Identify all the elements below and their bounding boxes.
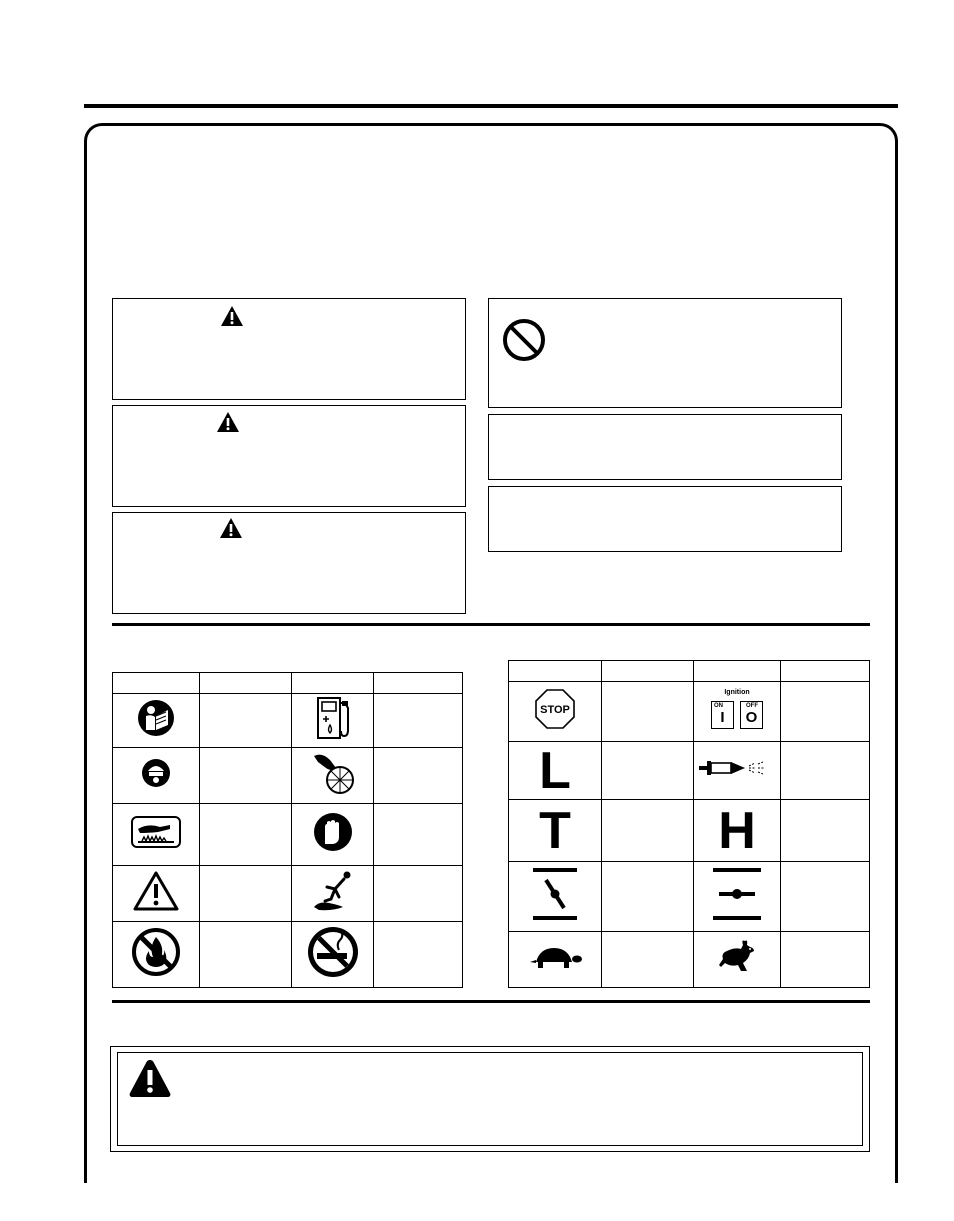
symbol-cell	[694, 932, 781, 988]
symbol-cell	[292, 922, 374, 988]
ignition-label: Ignition	[724, 688, 750, 696]
symbol-description	[602, 742, 694, 800]
read-manual-icon	[136, 698, 176, 738]
column-header	[694, 661, 781, 682]
column-header	[200, 673, 292, 694]
important-box	[488, 486, 842, 552]
trigger-letter: T	[539, 801, 571, 860]
column-header	[292, 673, 374, 694]
warning-box	[112, 405, 466, 507]
choke-open-icon	[711, 865, 763, 923]
hot-surface-icon	[130, 815, 182, 849]
symbol-cell	[292, 804, 374, 866]
symbol-cell	[113, 748, 200, 804]
symbol-cell	[694, 682, 781, 742]
off-switch	[740, 701, 763, 729]
symbol-description	[374, 866, 463, 922]
no-smoking-icon	[305, 924, 361, 980]
prohibition-icon	[501, 317, 547, 363]
note-box	[488, 414, 842, 480]
slip-hazard-icon	[309, 869, 357, 913]
warning-triangle-icon	[220, 305, 244, 327]
symbol-cell	[694, 862, 781, 932]
control-symbols-table	[508, 660, 870, 988]
choke-closed-icon	[530, 865, 580, 923]
ignition-switch-icon	[706, 689, 768, 735]
caution-triangle-icon	[132, 870, 180, 912]
section-divider	[112, 1000, 870, 1003]
symbol-cell	[113, 694, 200, 748]
stop-sign-icon	[534, 688, 576, 730]
symbol-cell	[694, 742, 781, 800]
warning-triangle-icon	[216, 411, 240, 433]
symbol-cell	[509, 932, 602, 988]
no-open-flame-icon	[131, 927, 181, 977]
symbol-description	[374, 922, 463, 988]
symbol-description	[602, 932, 694, 988]
symbol-description	[781, 800, 870, 862]
symbol-description	[200, 694, 292, 748]
column-header	[113, 673, 200, 694]
symbol-cell	[292, 866, 374, 922]
warning-triangle-icon	[219, 517, 243, 539]
symbol-cell	[694, 800, 781, 862]
symbol-cell	[292, 694, 374, 748]
symbol-cell	[509, 800, 602, 862]
symbol-description	[781, 862, 870, 932]
symbol-description	[602, 862, 694, 932]
symbol-cell	[113, 866, 200, 922]
stop-sign-text: STOP	[540, 704, 570, 716]
fuel-pump-icon	[310, 695, 356, 741]
on-symbol: I	[720, 708, 725, 726]
symbol-description	[374, 804, 463, 866]
symbol-description	[602, 682, 694, 742]
symbol-description	[781, 682, 870, 742]
symbol-description	[200, 866, 292, 922]
symbol-cell	[113, 804, 200, 866]
symbol-cell	[509, 862, 602, 932]
warning-triangle-icon	[128, 1058, 172, 1098]
symbol-description	[781, 932, 870, 988]
column-header	[781, 661, 870, 682]
column-header	[374, 673, 463, 694]
symbol-description	[374, 748, 463, 804]
on-switch	[711, 701, 734, 729]
prohibition-box	[488, 298, 842, 408]
warning-notice-inner	[117, 1052, 863, 1146]
column-header	[509, 661, 602, 682]
symbol-description	[781, 742, 870, 800]
column-header	[602, 661, 694, 682]
section-divider	[112, 623, 870, 626]
high-speed-letter: H	[718, 801, 756, 860]
gloves-icon	[312, 811, 354, 853]
eye-ear-head-protection-icon	[140, 757, 172, 789]
content-frame	[84, 123, 898, 1183]
safety-symbols-table	[112, 672, 463, 988]
symbol-cell	[113, 922, 200, 988]
symbol-description	[602, 800, 694, 862]
on-label: ON	[714, 702, 723, 709]
low-speed-letter: L	[539, 741, 571, 800]
off-symbol: O	[745, 708, 758, 726]
fast-rabbit-icon	[717, 937, 757, 977]
caution-box	[112, 512, 466, 614]
symbol-description	[200, 922, 292, 988]
off-label: OFF	[746, 702, 758, 709]
symbol-cell	[509, 682, 602, 742]
hand-cut-hazard-icon	[310, 750, 356, 796]
symbol-cell	[292, 748, 374, 804]
symbol-description	[200, 748, 292, 804]
primer-bulb-icon	[697, 757, 777, 779]
symbol-description	[374, 694, 463, 748]
danger-box	[112, 298, 466, 400]
symbol-cell	[509, 742, 602, 800]
top-rule	[84, 104, 898, 108]
symbol-description	[200, 804, 292, 866]
slow-turtle-icon	[528, 944, 582, 970]
